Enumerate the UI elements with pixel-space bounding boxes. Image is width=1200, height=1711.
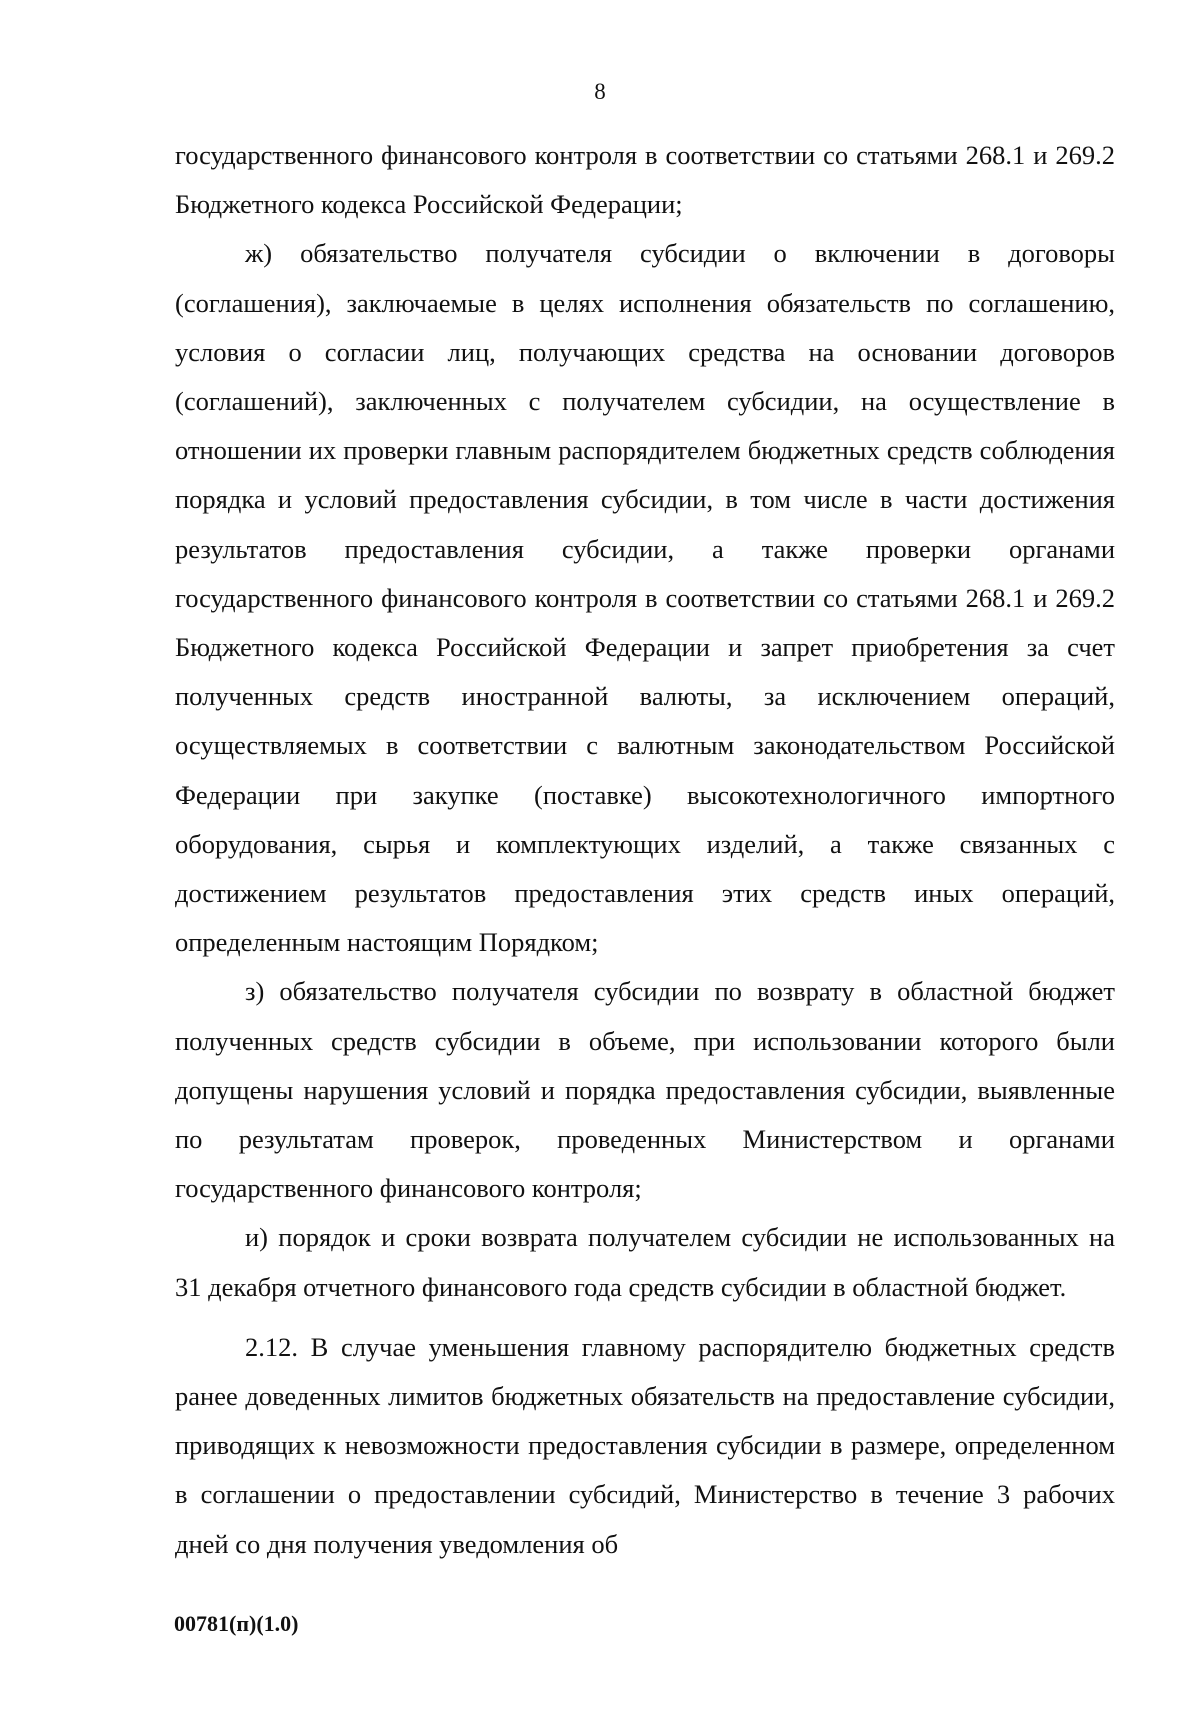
document-code: 00781(п)(1.0) (174, 1611, 299, 1636)
paragraph-continuation: государственного финансового контроля в соответствии со статьями 268.1 и 269.2 Бюджетного кодекса Российской Федерации; (175, 140, 1115, 220)
paragraph-item-z: з) обязательство получателя субсидии по возврату в областной бюджет полученных средств субсидии в объеме, при использовании которого были допущены нарушения условий и порядка предоставления субсидии, выявленные по результатам проверок, проведенных Министерством и органами государственного финансового контроля; (175, 976, 1115, 1204)
paragraph-item-i: и) порядок и сроки возврата получателем субсидии не использованных на 31 декабря отчетного финансового года средств субсидии в областной бюджет. (175, 1222, 1115, 1302)
page-number: 8 (594, 79, 606, 104)
paragraph-section-2-12: 2.12. В случае уменьшения главному распорядителю бюджетных средств ранее доведенных лимитов бюджетных обязательств на предоставление субсидии, приводящих к невозможности предоставления субсидии в размере, определенном в соглашении о предоставлении субсидий, Министерство в течение 3 рабочих дней со дня получения уведомления об (175, 1331, 1115, 1559)
document-body (175, 131, 1115, 1569)
paragraph-item-zh: ж) обязательство получателя субсидии о включении в договоры (соглашения), заключаемые в целях исполнения обязательств по соглашению, условия о согласии лиц, получающих средства на основании договоров (соглашений), заключенных с получателем субсидии, на осуществление в отношении их проверки главным распорядителем бюджетных средств соблюдения порядка и условий предоставления субсидии, в том числе в части достижения результатов предоставления субсидии, а также проверки органами государственного финансового контроля в соответствии со статьями 268.1 и 269.2 Бюджетного кодекса Российской Федерации и запрет приобретения за счет полученных средств иностранной валюты, за исключением операций, осуществляемых в соответствии с валютным законодательством Российской Федерации при закупке (поставке) высокотехнологичного импортного оборудования, сырья и комплектующих изделий, а также связанных с достижением результатов предоставления этих средств иных операций, определенным настоящим Порядком; (175, 238, 1115, 958)
